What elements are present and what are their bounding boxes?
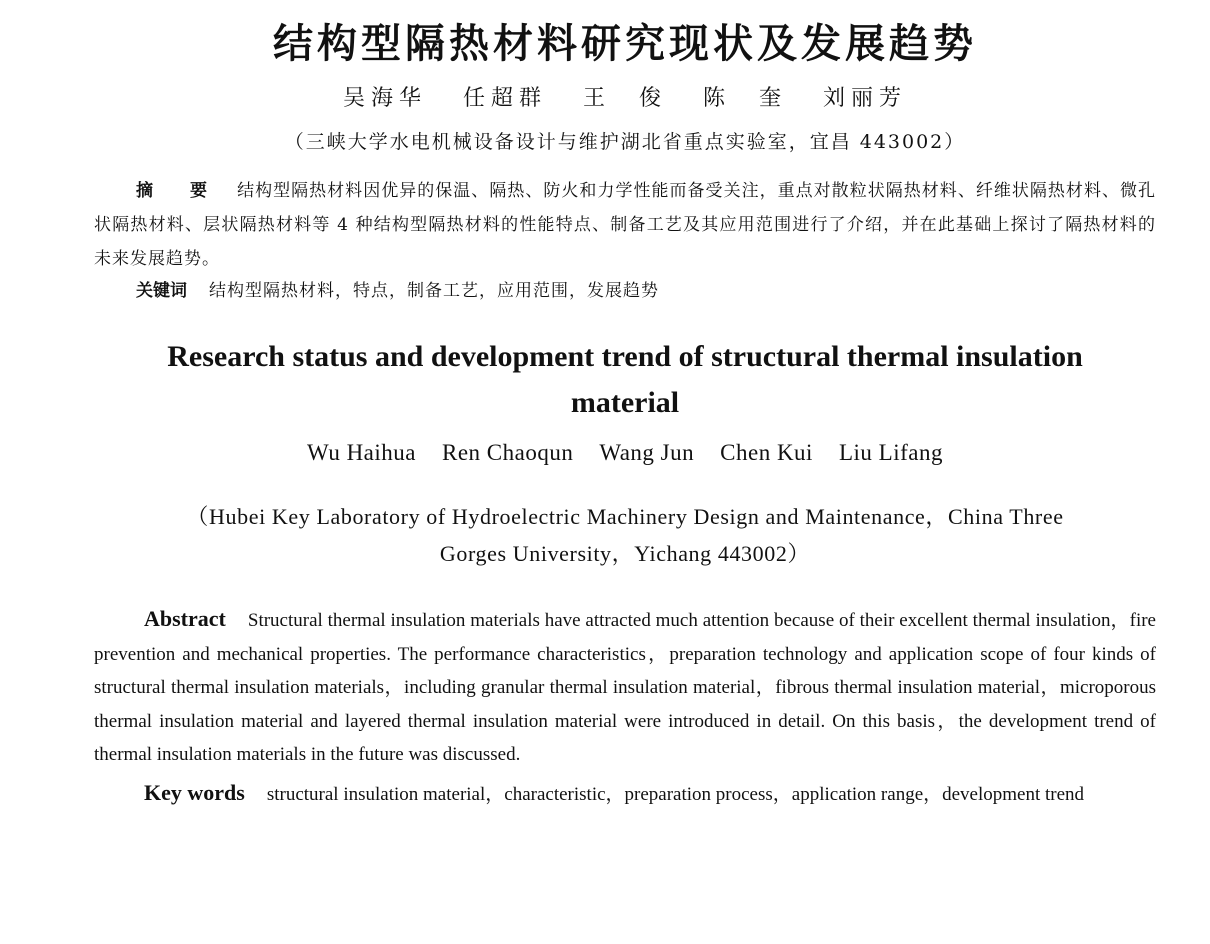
- keywords-english: [94, 776, 1156, 812]
- author-cn: 吴海华: [342, 86, 427, 111]
- affiliation-chinese: （三峡大学水电机械设备设计与维护湖北省重点实验室，宜昌 443002）: [284, 131, 966, 153]
- abstract-chinese: [94, 174, 1156, 276]
- abstract-cn-label: 摘 要: [136, 181, 218, 201]
- author-cn: 王 俊: [582, 86, 667, 111]
- author-en: Wu Haihua: [307, 440, 416, 465]
- abstract-en-label: Abstract: [144, 606, 226, 631]
- abstract-cn-text: 结构型隔热材料因优异的保温、隔热、防火和力学性能而备受关注，重点对散粒状隔热材料、纤维状隔热材料、微孔状隔热材料、层状隔热材料等 4 种结构型隔热材料的性能特点、制备工艺及其应用范围进行了介绍，并在此基础上探讨了隔热材料的未来发展趋势。: [94, 181, 1157, 269]
- abstract-english: [94, 602, 1156, 772]
- paper-page: [0, 18, 1210, 944]
- author-cn: 任超群: [462, 86, 547, 111]
- author-cn: 陈 奎: [703, 86, 788, 111]
- keywords-en-label: Key words: [144, 779, 245, 805]
- keywords-cn-label: 关键词: [136, 281, 187, 301]
- authors-chinese: [94, 84, 1156, 114]
- author-en: Chen Kui: [720, 440, 813, 465]
- abstract-en-text: Structural thermal insulation materials have attracted much attention because of their excellent thermal insulation，fire prevention and mechanical properties. The performance characteristics，preparation technology and application scope of four kinds of structural thermal insulation materials，including granular thermal insulation material，fibrous thermal insulation material，microporous thermal insulation material and layered thermal insulation material were introduced in detail. On this basis，the development trend of thermal insulation materials in the future was discussed.: [94, 610, 1156, 766]
- author-en: Liu Lifang: [838, 440, 943, 465]
- keywords-cn-text: 结构型隔热材料，特点，制备工艺，应用范围，发展趋势: [209, 281, 659, 301]
- authors-english: [94, 438, 1156, 468]
- title-chinese: 结构型隔热材料研究现状及发展趋势: [273, 21, 977, 67]
- title-english: Research status and development trend of structural thermal insulation material: [167, 340, 1083, 419]
- author-en: Ren Chaoqun: [442, 440, 574, 465]
- affiliation-english: （Hubei Key Laboratory of Hydroelectric Machinery Design and Maintenance，China Three Gorges University，Yichang 443002）: [186, 504, 1064, 566]
- keywords-en-text: structural insulation material，characteristic，preparation process，application range，development trend: [266, 783, 1085, 805]
- keywords-chinese: [94, 276, 1156, 306]
- author-cn: 刘丽芳: [823, 86, 908, 111]
- author-en: Wang Jun: [599, 440, 695, 465]
